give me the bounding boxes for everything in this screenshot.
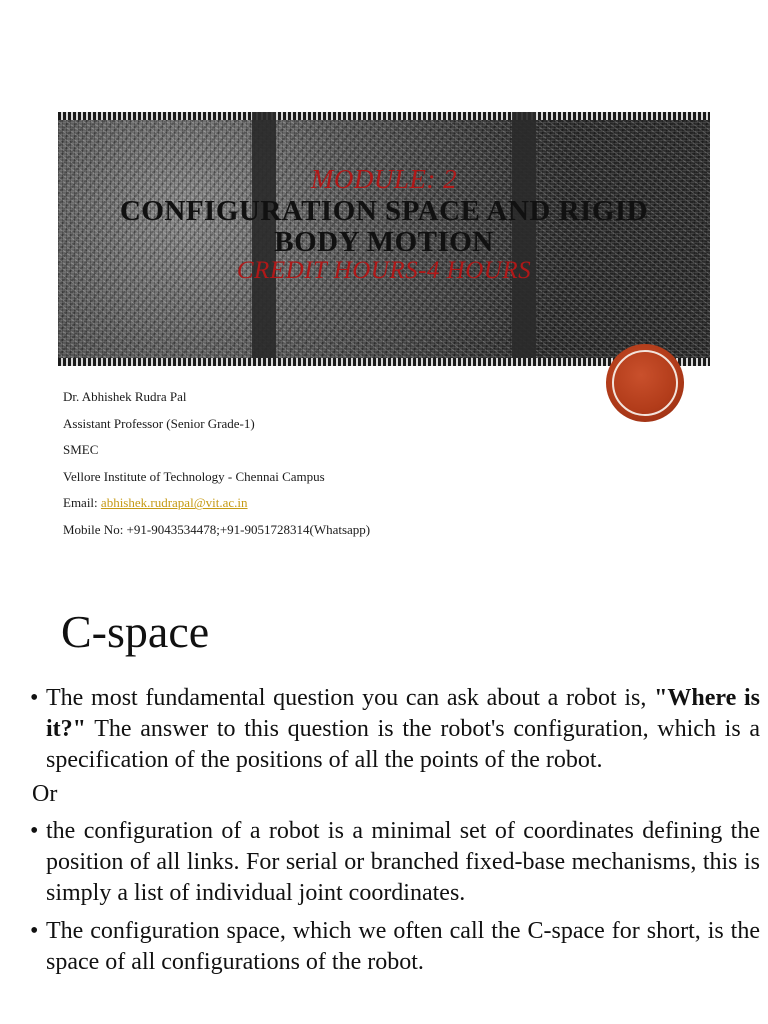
slide-title-line1: CONFIGURATION SPACE AND RIGID — [119, 195, 649, 227]
or-separator: Or — [32, 781, 58, 807]
presenter-mobile: Mobile No: +91-9043534478;+91-9051728314(Whatsapp) — [63, 521, 371, 537]
presenter-info — [63, 384, 370, 544]
title-block — [58, 166, 710, 283]
bullet-item: • The configuration space, which we often call the C-space for short, is the space of all configurations of the robot. — [30, 916, 760, 978]
email-link[interactable]: abhishek.rudrapal@vit.ac.in — [100, 495, 248, 511]
presenter-institute: Vellore Institute of Technology - Chennai Campus — [63, 468, 325, 484]
slide-body — [30, 683, 760, 978]
slide-title-line2: BODY MOTION — [274, 226, 494, 258]
module-label: MODULE: 2 — [310, 164, 458, 194]
cspace-slide — [0, 580, 768, 1024]
bullet-text: The most fundamental question you can ask about a robot is, — [46, 685, 655, 711]
presenter-name: Dr. Abhishek Rudra Pal — [63, 389, 187, 404]
email-label: Email: — [63, 495, 101, 511]
bullet-bold-text: "Where is it?" — [46, 685, 760, 742]
bullet-item — [30, 683, 760, 776]
presenter-email-row — [63, 490, 370, 517]
banner-top-border — [58, 112, 710, 120]
bullet-text: The answer to this question is the robot's configuration, which is a specification of the positions of all the points of the robot. — [46, 716, 760, 773]
bullet-item: • the configuration of a robot is a minimal set of coordinates defining the position of all links. For serial or branched fixed-base mechanisms, this is simply a list of individual joint coordinates. — [30, 816, 760, 909]
presenter-school: SMEC — [63, 442, 99, 458]
badge-ring — [612, 350, 678, 416]
credit-hours: CREDIT HOURS-4 HOURS — [236, 257, 532, 284]
slide-heading: C-space — [61, 606, 210, 657]
presenter-designation: Assistant Professor (Senior Grade-1) — [63, 415, 255, 431]
decorative-circle-badge — [606, 344, 684, 422]
